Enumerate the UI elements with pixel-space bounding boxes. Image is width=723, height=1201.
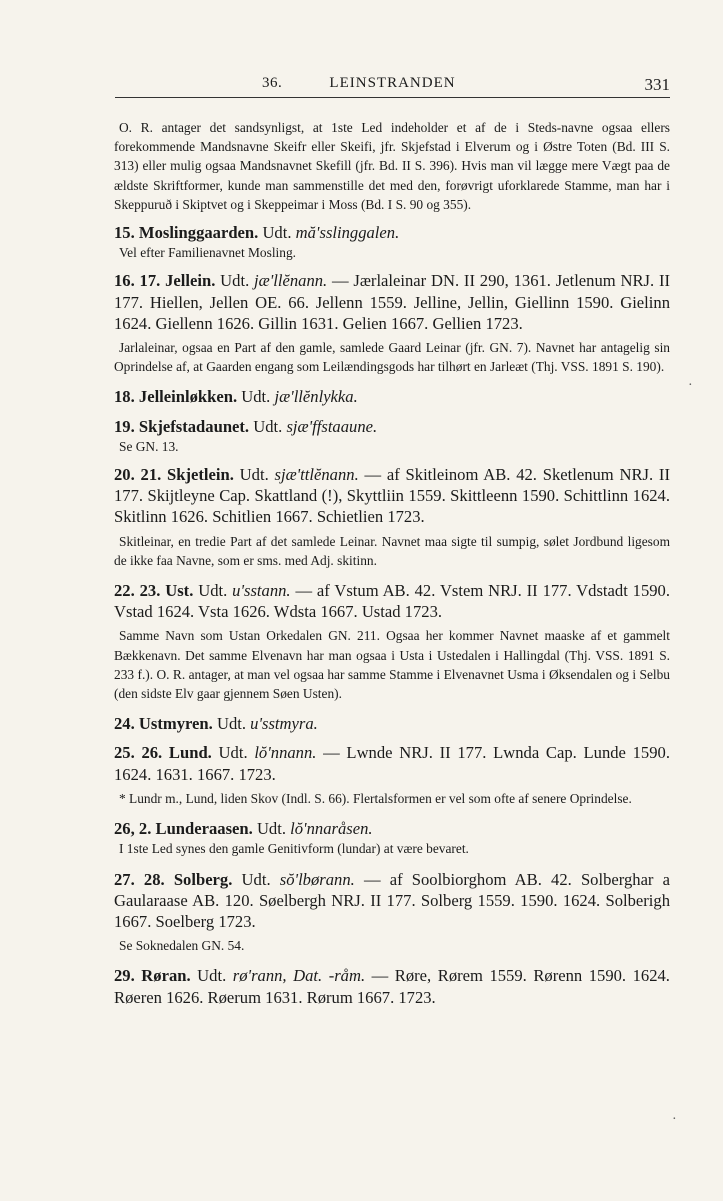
entry-25-26: 25. 26. Lund. Udt. lŏ'nnann. — Lwnde NRJ. II 177. Lwnda Cap. Lunde 1590. 1624. 1631. 1667. 1723. [114,743,670,784]
margin-dot: · [688,378,693,393]
chapter-number: 36. [262,75,283,91]
entry-19: 19. Skjefstadaunet. Udt. sjæ'ffstaaune. [114,416,378,436]
entry-24: 24. Ustmyren. Udt. u'sstmyra. [114,714,318,734]
paragraph-note: Skitleinar, en tredie Part af det samlede Leinar. Navnet maa sigte til sumpig, sølet Jordbund ligesom de ikke faa Navne, som er sms. med Adj. skitinn. [114,533,670,568]
paragraph-note: I 1ste Led synes den gamle Genitivform (lundar) at være bevaret. [119,841,469,857]
entry-20-21: 20. 21. Skjetlein. Udt. sjæ'ttlĕnann. — af Skitleinom AB. 42. Sketlenum NRJ. II 177. Skijtleyne Cap. Skattland (!), Skyttliin 1559. Skittleenn 1590. Schittlinn 1624. Skitlinn 1626. Schitlien 1667. Schietlien 1723. [114,465,670,527]
header-rule [115,97,670,98]
page-body [114,118,670,1008]
entry-16-17: 16. 17. Jellein. Udt. jæ'llĕnann. — Jærlaleinar DN. II 290, 1361. Jetlenum NRJ. II 177. Hiellen, Jellen OE. 66. Jellenn 1559. Jelline, Jellin, Giellinn 1590. Gielinn 1624. Giellenn 1626. Gillin 1631. Gelien 1667. Gellien 1723. [114,271,670,333]
running-title: LEINSTRANDEN [329,75,456,91]
entry-22-23: 22. 23. Ust. Udt. u'sstann. — af Vstum AB. 42. Vstem NRJ. II 177. Vdstadt 1590. Vstad 1624. Vsta 1626. Wdsta 1667. Ustad 1723. [114,581,670,622]
entry-26-2: 26, 2. Lunderaasen. Udt. lŏ'nnaråsen. [114,819,373,839]
entry-15: 15. Moslinggaarden. Udt. mă'sslinggalen. [114,223,400,243]
paragraph-note: Se Soknedalen GN. 54. [119,938,245,954]
paragraph-note: Samme Navn som Ustan Orkedalen GN. 211. Ogsaa her kommer Navnet maaske af et gammelt Bækkenavn. Det samme Elvenavn har man ogsaa i Usta i Ustedalen i Hallingdal (Thj. VSS. 1891 S. 233 f.). O. R. antager, at man vel ogsaa har samme Stamme i Elvenavnet Usma i Øksendalen og i Selbu (den sidste Elv gaar gjennem Søen Usten). [114,628,670,702]
page-number: 331 [644,75,670,94]
entry-29: 29. Røran. Udt. rø'rann, Dat. -råm. — Røre, Rørem 1559. Rørenn 1590. 1624. Røeren 1626. Røerum 1631. Rørum 1667. 1723. [114,966,670,1007]
entry-27-28: 27. 28. Solberg. Udt. sŏ'lbørann. — af Soolbiorghom AB. 42. Solberghar a Gaularaase AB. 120. Søelbergh NRJ. II 177. Solberg 1559. 1590. 1624. Solberigh 1667. Soelberg 1723. [114,869,670,931]
running-header [115,75,670,97]
paragraph-note: Jarlaleinar, ogsaa en Part af den gamle, samlede Gaard Leinar (jfr. GN. 7). Navnet har antagelig sin Oprindelse af, at Gaarden engang som Leilændingsgods har tilhørt en Jarleæt (Thj. VSS. 1891 S. 190). [114,340,670,375]
paragraph-note: * Lundr m., Lund, liden Skov (Indl. S. 66). Flertalsformen er vel som ofte af senere Oprindelse. [119,790,632,806]
paragraph-note: O. R. antager det sandsynligst, at 1ste Led indeholder et af de i Steds-navne ogsaa ellers forekommende Mandsnavne Skeifr eller Skeifi, jfr. Skjefstad i Elverum og i Østre Toten (Bd. III S. 313) eller mulig ogsaa Mandsnavnet Skefill (jfr. Bd. II S. 396). Hvis man vil lægge mere Vægt paa de ældste Skriftformer, kunde man sammenstille det med den, forøvrigt uforklarede Stamme, man har i Skeppuruð i Skiptvet og i Skeppeimar i Moss (Bd. I S. 90 og 355). [114,120,670,212]
paragraph-note: Vel efter Familienavnet Mosling. [119,245,297,261]
entry-18: 18. Jelleinløkken. Udt. jæ'llĕnlykka. [114,387,358,407]
paragraph-note: Se GN. 13. [119,438,179,454]
margin-dot: · [672,1112,677,1127]
